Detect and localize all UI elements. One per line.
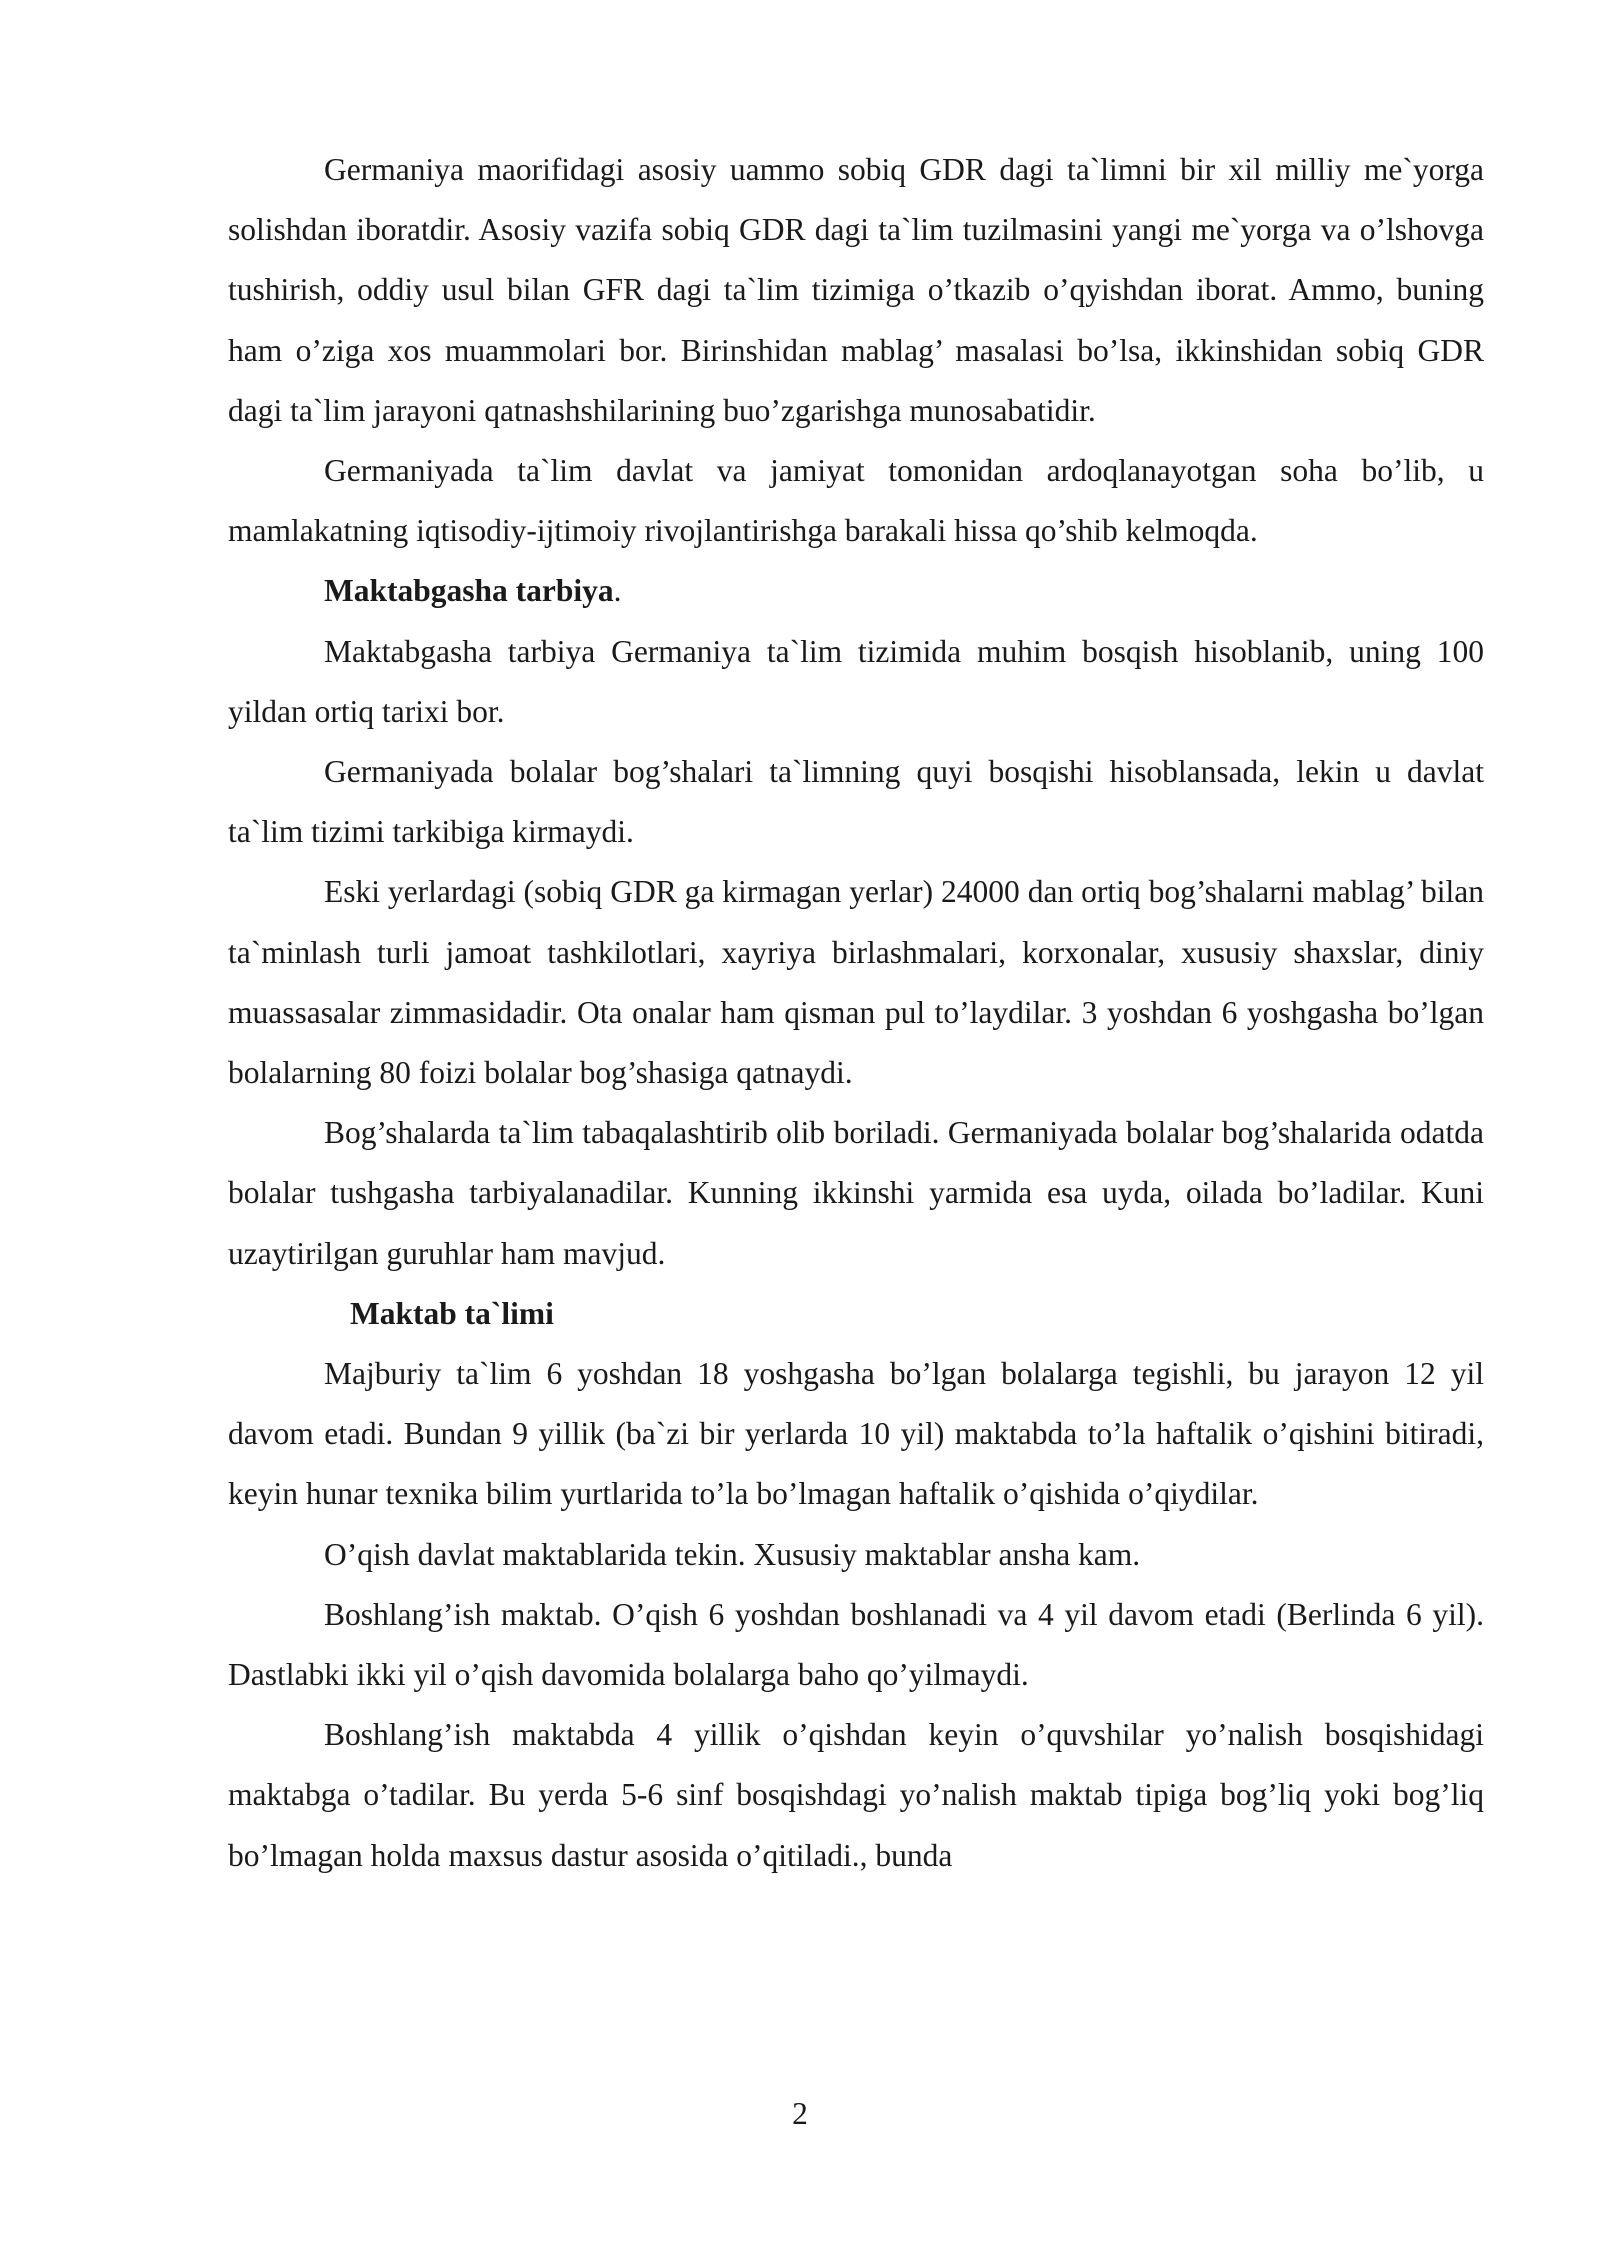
heading-preschool-text: Maktabgasha tarbiya [324,573,614,609]
paragraph-free-education: O’qish davlat maktablarida tekin. Xususiy maktablar ansha kam. [324,1536,1141,1572]
heading-school-education: Maktab ta`limi [350,1295,554,1331]
heading-preschool [228,561,1484,621]
paragraph-education-problem: Germaniya maorifidagi asosiy uammo sobiq GDR dagi ta`limni bir xil milliy me`yorga solishdan iboratdir. Asosiy vazifa sobiq GDR dagi ta`lim tuzilmasini yangi me`yorga va o’lshovga tushirish, oddiy usul bilan GFR dagi ta`lim tizimiga o’tkazib o’qyishdan iborat. Ammo, buning ham o’ziga xos muammolari bor. Birinshidan mablag’ masalasi bo’lsa, ikkinshidan sobiq GDR dagi ta`lim jarayoni qatnashshilarining buo’zgarishga munosabatidir. [228,152,1484,428]
paragraph-education-sphere: Germaniyada ta`lim davlat va jamiyat tomonidan ardoqlanayotgan soha bo’lib, u mamlakatning iqtisodiy-ijtimoiy rivojlantirishga barakali hissa qo’shib kelmoqda. [228,453,1484,549]
paragraph-old-lands: Eski yerlardagi (sobiq GDR ga kirmagan yerlar) 24000 dan ortiq bog’shalarni mablag’ bilan ta`minlash turli jamoat tashkilotlari, xayriya birlashmalari, korxonalar, xususiy shaxslar, diniy muassasalar zimmasidadir. Ota onalar ham qisman pul to’laydilar. 3 yoshdan 6 yoshgasha bo’lgan bolalarning 80 foizi bolalar bog’shasiga qatnaydi. [228,874,1484,1091]
document-page [228,140,1484,1886]
paragraph-compulsory-education: Majburiy ta`lim 6 yoshdan 18 yoshgasha bo’lgan bolalarga tegishli, bu jarayon 12 yil davom etadi. Bundan 9 yillik (ba`zi bir yerlarda 10 yil) maktabda to’la haftalik o’qishini bitiradi, keyin hunar texnika bilim yurtlarida to’la bo’lmagan haftalik o’qishida o’qiydilar. [228,1356,1484,1512]
heading-preschool-punct: . [613,573,622,609]
paragraph-orientation-stage: Boshlang’ish maktabda 4 yillik o’qishdan keyin o’quvshilar yo’nalish bosqishidagi maktabga o’tadilar. Bu yerda 5-6 sinf bosqishdagi yo’nalish maktab tipiga bog’liq yoki bog’liq bo’lmagan holda maxsus dastur asosida o’qitiladi., bunda [228,1717,1484,1873]
paragraph-preschool-history: Maktabgasha tarbiya Germaniya ta`lim tizimida muhim bosqish hisoblanib, uning 100 yildan ortiq tarixi bor. [228,633,1484,729]
paragraph-kindergartens: Germaniyada bolalar bog’shalari ta`limning quyi bosqishi hisoblansada, lekin u davlat ta`lim tizimi tarkibiga kirmaydi. [228,754,1484,850]
paragraph-kindergarten-teaching: Bog’shalarda ta`lim tabaqalashtirib olib boriladi. Germaniyada bolalar bog’shalarida odatda bolalar tushgasha tarbiyalanadilar. Kunning ikkinshi yarmida esa uyda, oilada bo’ladilar. Kuni uzaytirilgan guruhlar ham mavjud. [228,1115,1484,1271]
paragraph-primary-school: Boshlang’ish maktab. O’qish 6 yoshdan boshlanadi va 4 yil davom etadi (Berlinda 6 yil). Dastlabki ikki yil o’qish davomida bolalarga baho qo’yilmaydi. [228,1596,1484,1693]
page-number: 2 [792,2096,808,2131]
